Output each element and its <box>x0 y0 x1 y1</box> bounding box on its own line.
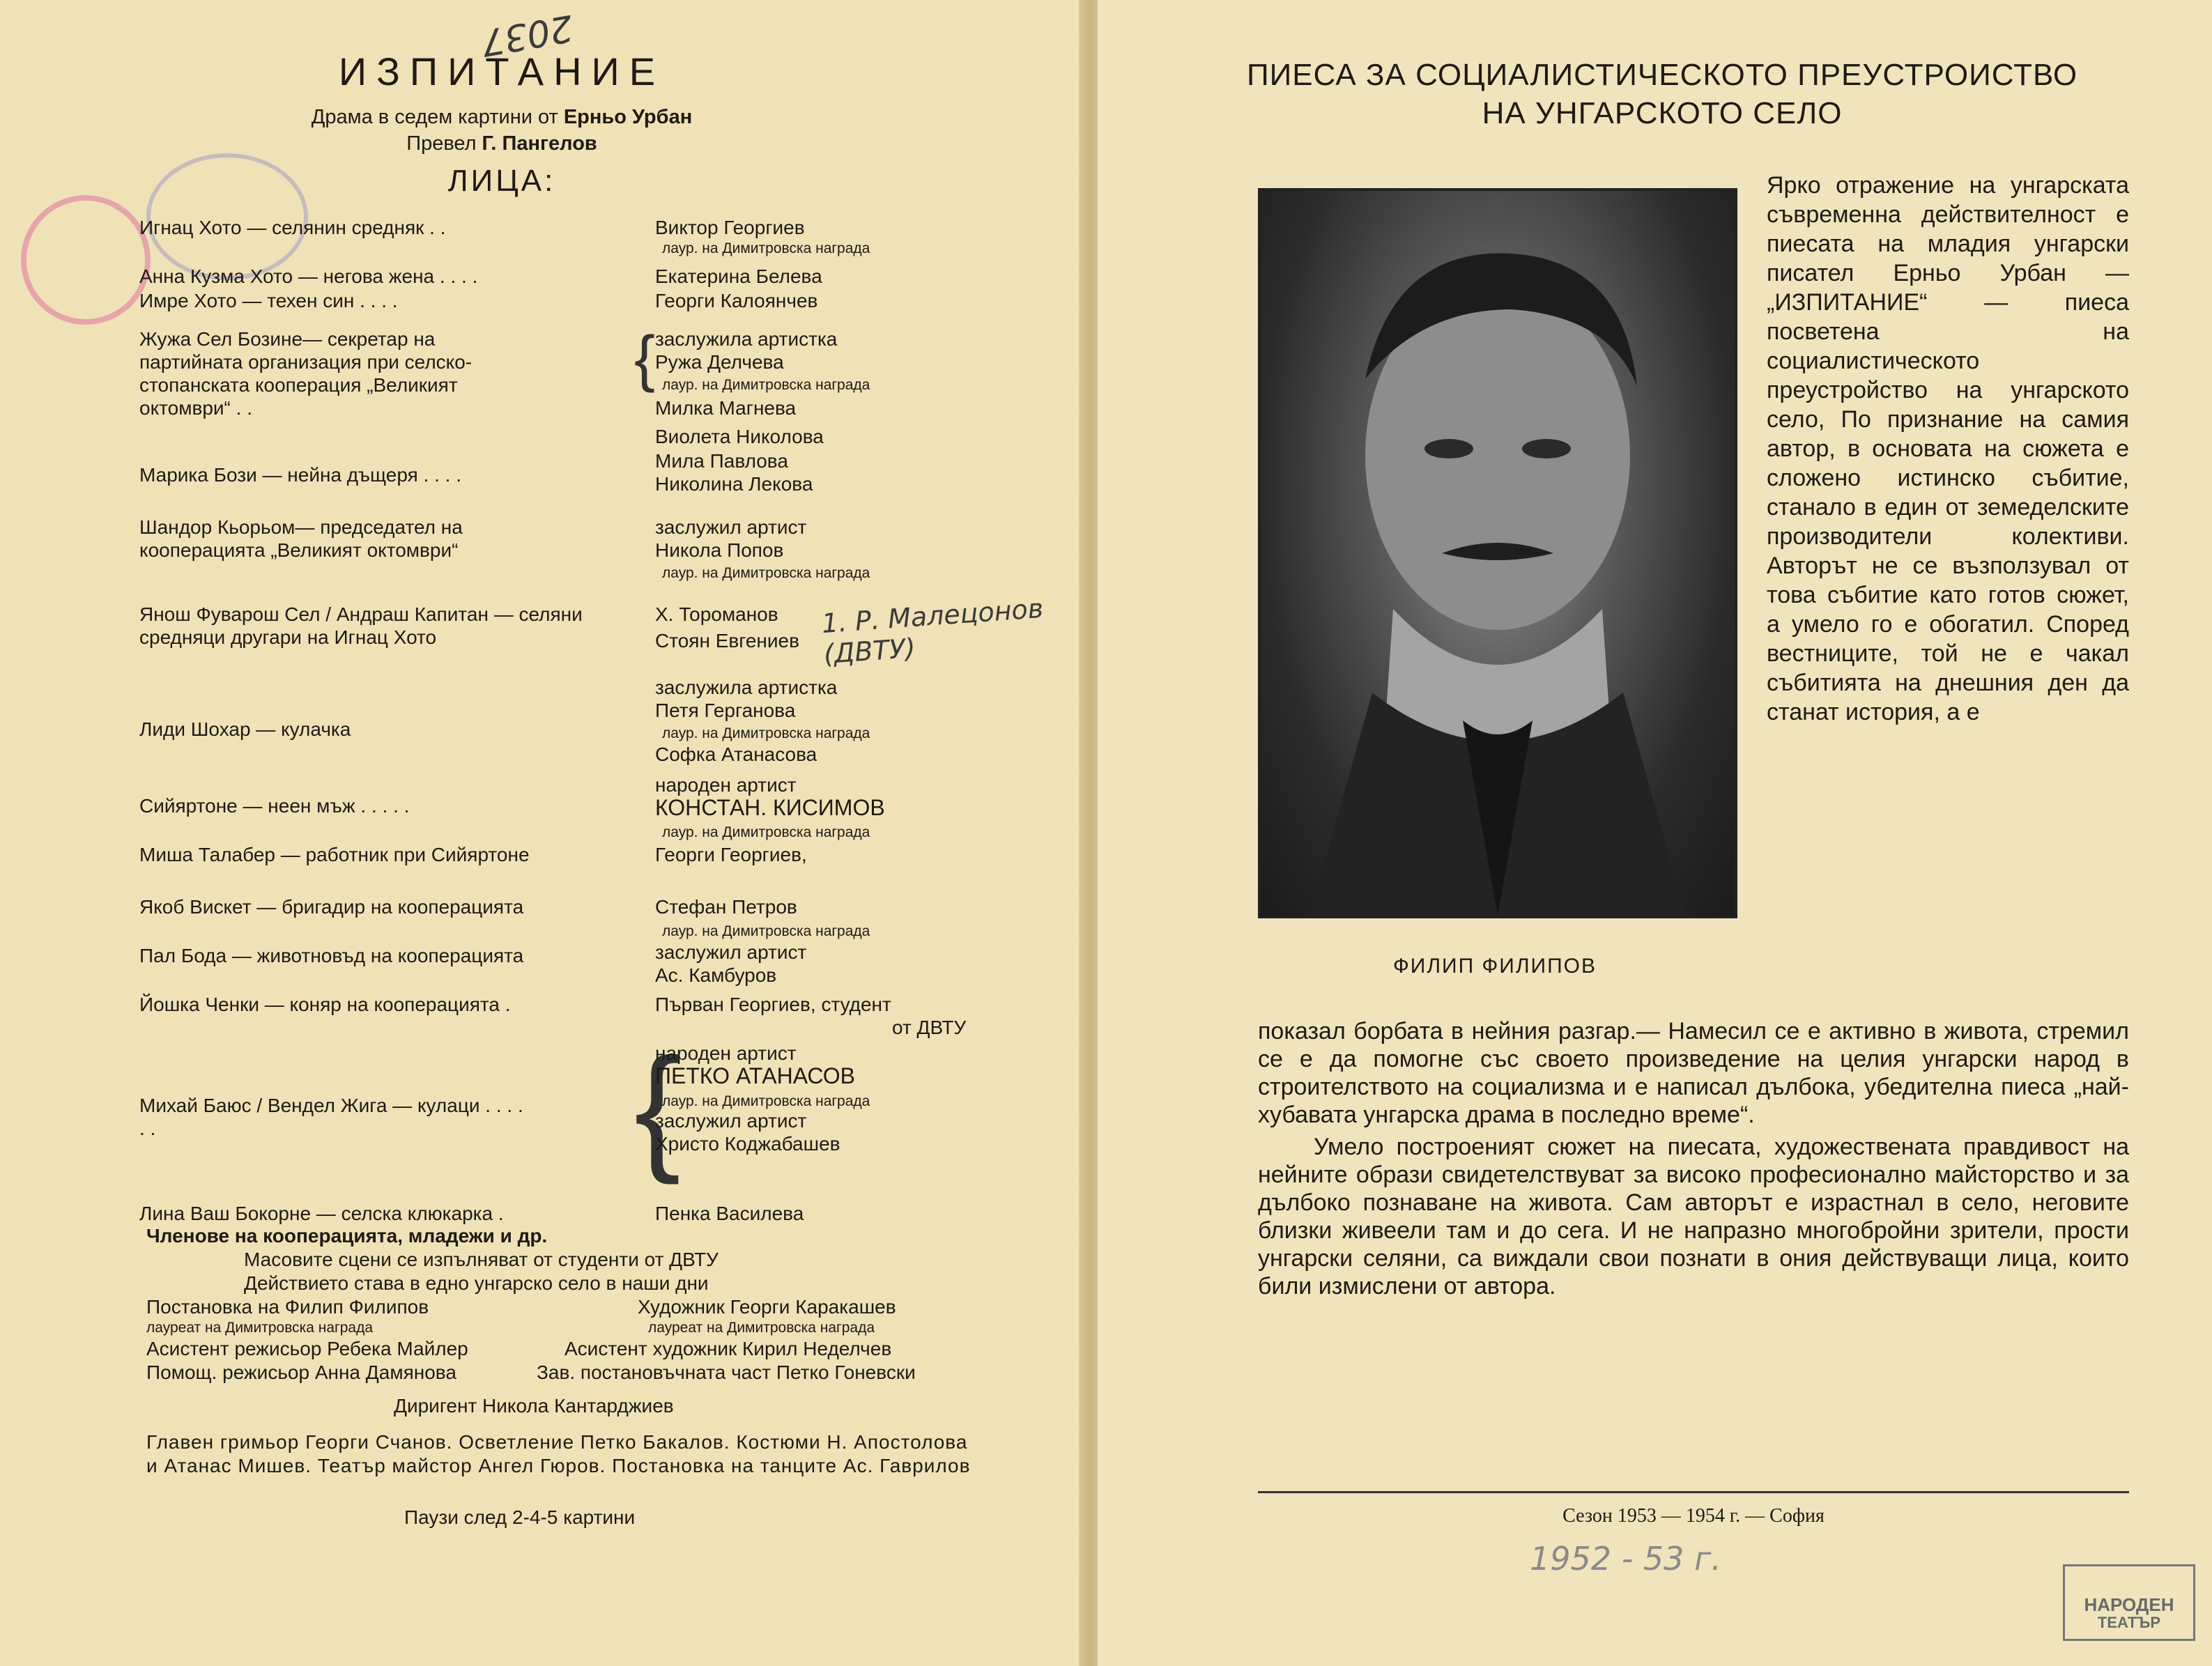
actor-line: от ДВТУ <box>892 1017 967 1038</box>
role: Йошка Ченки — коняр на кооперацията . <box>139 994 511 1015</box>
role: Янош Фуварош Сел / Андраш Капитан — селяни средняци другари на Игнац Хото <box>139 603 583 648</box>
actor-line: КОНСТАН. КИСИМОВ <box>655 795 885 820</box>
actor-line: Никола Попов <box>655 539 784 561</box>
role: Лиди Шохар — кулачка <box>139 718 351 740</box>
actor-line: Георги Георгиев, <box>655 844 807 865</box>
right-page <box>1098 0 2212 1666</box>
laureate-row: лауреат на Димитровска награда лауреат на Димитровска награда <box>146 1320 875 1336</box>
role: Марика Бози — нейна дъщеря . . . . <box>139 464 461 486</box>
actor-line: Мила Павлова <box>655 450 788 472</box>
handwritten-number: 2037 <box>477 6 576 64</box>
portrait-silhouette <box>1261 191 1735 916</box>
role: Якоб Вискет — бригадир на кооперацията <box>139 896 524 918</box>
handwritten-note: 1. Р. Малецонов (ДВТУ) <box>820 592 1045 670</box>
actor-line: Николина Лекова <box>655 473 813 495</box>
actor-line: народен артист <box>655 1042 797 1064</box>
handwritten-season: 1952 - 53 г. <box>1530 1540 1721 1578</box>
article-title: ПИЕСА ЗА СОЦИАЛИСТИЧЕСКОТО ПРЕУСТРОИСТВО НА УНГАРСКОТО СЕЛО <box>1246 58 2078 130</box>
author-portrait-photo <box>1258 188 1737 918</box>
national-theatre-logo: НАРОДЕН ТЕАТЪР <box>2063 1564 2195 1641</box>
actor-line: Софка Атанасова <box>655 743 817 765</box>
paragraph: Умело построеният сюжет на пиесата, художествената правдивост на нейните образи свидетелствуват за високо професионално майсторство и за дълбоко познаване на живота. Сам авторът е израстнал в село, неговите близки живеели там и до сега. И не напразно многобройни зрители, прости унгарски селяни, са виждали свои познати в ония действуващи лица, които били измислени от автора. <box>1258 1134 2129 1299</box>
role: Имре Хото — техен син . . . . <box>139 290 398 311</box>
actor-line: Пенка Василева <box>655 1203 804 1224</box>
role: Игнац Хото — селянин средняк . . <box>139 217 446 238</box>
brace: { <box>634 324 656 394</box>
staging-row <box>146 1295 983 1319</box>
actor: Екатерина Белева <box>655 265 822 287</box>
role: Миша Талабер — работник при Сийяртоне <box>139 844 530 865</box>
role: Пал Бода — животновъд на кооперацията <box>139 945 524 966</box>
assistants-row: Асистент режисьор Ребека Майлер Асистент художник Кирил Неделчев <box>146 1338 892 1359</box>
actor-line: Ас. Камбуров <box>655 964 777 986</box>
actor-line: Ружа Делчева <box>655 351 784 373</box>
artist: Художник Георги Каракашев <box>638 1296 896 1318</box>
persons-heading: ЛИЦА: <box>447 164 556 198</box>
paragraph: показал борбата в нейния разгар.— Намесил се е активно в живота, стремил се е да помогне със своето произведение на целия унгарски народ в строителството на социализма и е написал дълбока, убедителна пиеса „най-хубавата унгарска драма в последно време“. <box>1258 1018 2129 1128</box>
role: Лина Ваш Бокорне — селска клюкарка . <box>139 1203 504 1224</box>
actor-line: лаур. на Димитровска награда <box>662 1093 870 1109</box>
actor-line: Виолета Николова <box>655 426 824 447</box>
article-body <box>1258 1017 2129 1300</box>
actor-line: заслужила артистка <box>655 677 838 698</box>
staging: Постановка на Филип Филипов <box>146 1296 429 1318</box>
actor: Виктор Георгиев <box>655 217 805 238</box>
actor-line: Милка Магнева <box>655 397 797 419</box>
red-stamp <box>21 195 151 325</box>
actor-line: лаур. на Димитровска награда <box>662 725 870 741</box>
play-title: ИЗПИТАНИЕ <box>338 49 666 93</box>
actor-line: народен артист <box>655 774 797 796</box>
actor-line: заслужил артист <box>655 941 807 963</box>
photo-caption: ФИЛИП ФИЛИПОВ <box>1392 955 1597 978</box>
actor-line: Петя Герганова <box>655 700 796 721</box>
actor-line: лаур. на Димитровска награда <box>662 923 870 939</box>
actor-line: ПЕТКО АТАНАСОВ <box>655 1063 856 1088</box>
mass-scenes-line: Масовите сцени се изпълняват от студенти от ДВТУ <box>244 1249 719 1270</box>
season-line: Сезон 1953 — 1954 г. — София <box>1562 1505 1825 1527</box>
actor-line: заслужил артист <box>655 1110 807 1132</box>
actor-line: Първан Георгиев, студент <box>655 994 891 1015</box>
actor-line: Х. Тороманов <box>655 603 778 625</box>
actor: Георги Калоянчев <box>655 290 818 311</box>
pauses-line: Паузи след 2-4-5 картини <box>404 1506 636 1528</box>
role: Жужа Сел Бозине— секретар на партийната организация при селско-стопанската кооперация „Великият октомври“ . . <box>139 328 473 419</box>
actor-line: Христо Коджабашев <box>655 1133 840 1155</box>
article-column: Ярко отражение на унгарската съвременна действителност е пиесата на младия унгарски писател Ерньо Урбан — „ИЗПИТАНИЕ“ — пиеса посветена на социалистическото преустройство на унгарското село, По признание на самия автор, в основата на сюжета е сложено истинско събитие, станало в един от земеделските производители колективи. Авторът не се възползувал от това събитие като готов сюжет, а умело го е обогатил. Според вестниците, той не е чакал събитията на днешния ден да станат история, а е <box>1767 172 2129 725</box>
footer-rule <box>1258 1491 2129 1493</box>
crew-paragraph: Главен гримьор Георги Счанов. Осветление Петко Бакалов. Костюми Н. Апостолова и Атанас Мишев. Театър майстор Ангел Гюров. Постановка на танците Ас. Гаврилов <box>146 1431 971 1476</box>
conductor-line: Диригент Никола Кантарджиев <box>394 1395 674 1417</box>
assistants-row-2: Помощ. режисьор Анна Дамянова Зав. постановъчната част Петко Гоневски <box>146 1362 916 1383</box>
actor-line: заслужила артистка <box>655 328 838 350</box>
credits <box>146 1224 983 1529</box>
translator-line: Превел Г. Пангелов <box>406 132 597 155</box>
setting-line: Действието става в едно унгарско село в наши дни <box>244 1272 709 1294</box>
actor-line: лаур. на Димитровска награда <box>662 565 870 581</box>
actor-note: лаур. на Димитровска награда <box>662 240 870 256</box>
members-line: Членове на кооперацията, младежи и др. <box>146 1225 548 1247</box>
left-page <box>0 0 1084 1666</box>
role: Сийяртоне — неен мъж . . . . . <box>139 795 410 817</box>
play-subtitle: Драма в седем картини от Ерньо Урбан <box>311 106 693 128</box>
role: Анна Кузма Хото — негова жена . . . . <box>139 265 478 287</box>
actor-line: заслужил артист <box>655 516 807 538</box>
actor-line: Стоян Евгениев <box>655 630 799 651</box>
role: Шандор Кьорьом— председател на кооперацията „Великият октомври“ <box>139 516 463 561</box>
actor-line: Стефан Петров <box>655 896 797 918</box>
actor-line: лаур. на Димитровска награда <box>662 824 870 840</box>
role: Михай Баюс / Вендел Жига — кулаци . . . . . . <box>139 1095 523 1139</box>
actor-line: лаур. на Димитровска награда <box>662 377 870 393</box>
cast-row <box>139 324 1004 460</box>
brace: { <box>634 1030 681 1185</box>
